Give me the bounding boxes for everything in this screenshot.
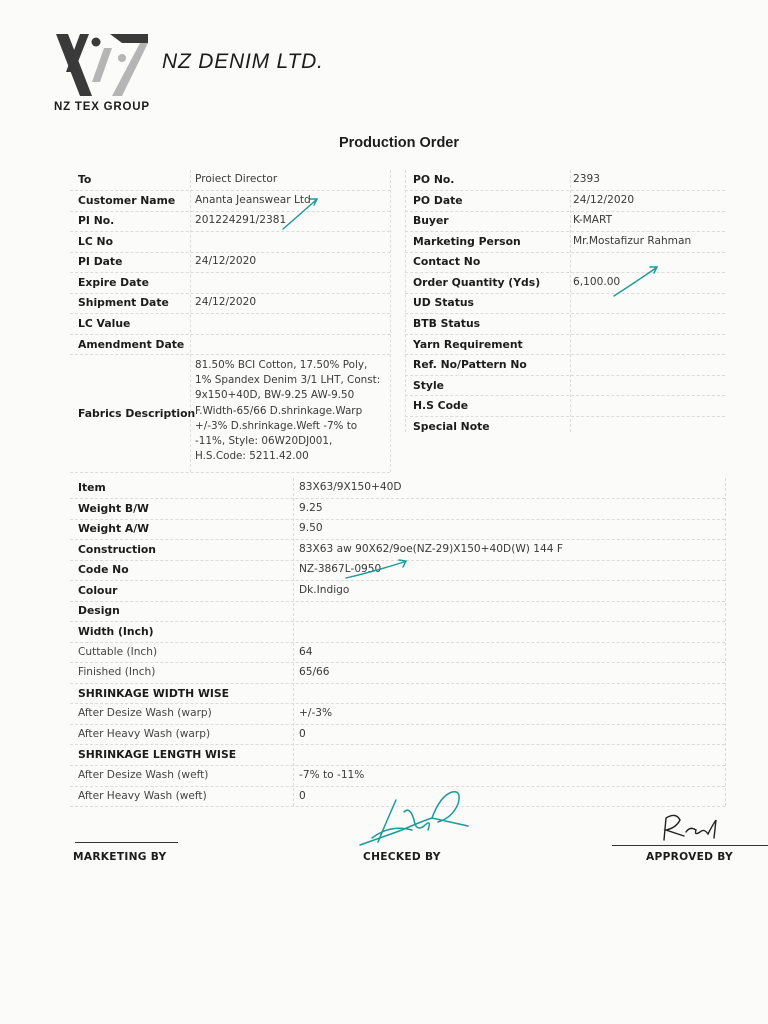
field-label: Special Note: [413, 420, 490, 433]
field-label: PI Date: [78, 255, 123, 268]
field-label: Shipment Date: [78, 296, 169, 309]
spec-label: After Desize Wash (weft): [78, 769, 209, 781]
field-label: PI No.: [78, 214, 115, 227]
spec-label: Weight B/W: [78, 502, 149, 515]
spec-label: Cuttable (Inch): [78, 646, 158, 658]
field-label: LC No: [78, 235, 114, 248]
checked-by-label: CHECKED BY: [363, 851, 441, 863]
group-name: NZ TEX GROUP: [54, 101, 150, 113]
tick-mark-icon: [346, 560, 406, 578]
document-title: Production Order: [338, 135, 460, 151]
field-label: Marketing Person: [413, 235, 521, 248]
fabric-description-value: 81.50% BCI Cotton, 17.50% Poly, 1% Spandex Denim 3/1 LHT, Const: 9x150+40D, BW-9.25 AW-9.50 F.Width-65/66 D.shrinkage.Warp +/-3% D.shrinkage.Weft -7% to -11%, Style: 06W20DJ001, H.S.Code: 5211.42.00: [195, 359, 381, 463]
spec-label: After Desize Wash (warp): [78, 707, 212, 719]
spec-label: Width (Inch): [78, 625, 154, 638]
spec-value: 65/66: [299, 666, 330, 678]
tick-mark-icon: [283, 199, 317, 229]
fabric-description-label: Fabrics Description: [78, 407, 196, 420]
field-value: Ananta Jeanswear Ltd: [195, 194, 311, 206]
field-label: Expire Date: [78, 276, 149, 289]
spec-value: -7% to -11%: [299, 769, 365, 781]
field-value: Mr.Mostafizur Rahman: [573, 235, 692, 247]
field-label: PO No.: [413, 173, 455, 186]
approved-by-label: APPROVED BY: [646, 851, 733, 863]
field-label: Order Quantity (Yds): [413, 276, 541, 289]
spec-label: Item: [78, 481, 106, 494]
field-value: 24/12/2020: [195, 296, 257, 308]
spec-value: 83X63/9X150+40D: [299, 481, 402, 493]
field-label: H.S Code: [413, 399, 469, 412]
field-label: Yarn Requirement: [413, 338, 523, 351]
spec-value: 9.50: [299, 522, 323, 534]
approved-by-signature-icon: [664, 815, 716, 840]
field-label: BTB Status: [413, 317, 481, 330]
spec-value: 0: [299, 790, 306, 802]
field-label: UD Status: [413, 296, 474, 309]
spec-section-heading: SHRINKAGE WIDTH WISE: [78, 687, 230, 700]
spec-label: Weight A/W: [78, 522, 150, 535]
field-label: Ref. No/Pattern No: [413, 358, 527, 371]
spec-value: NZ-3867L-0950: [299, 563, 382, 575]
field-label: Style: [413, 379, 444, 392]
field-label: Buyer: [413, 214, 449, 227]
spec-label: Colour: [78, 584, 118, 597]
tick-mark-icon: [614, 267, 657, 296]
field-value: 24/12/2020: [195, 255, 257, 267]
field-label: PO Date: [413, 194, 463, 207]
marketing-by-label: MARKETING BY: [73, 851, 167, 863]
spec-value: 64: [299, 646, 313, 658]
company-name: NZ DENIM LTD.: [162, 50, 324, 73]
spec-label: After Heavy Wash (weft): [78, 790, 207, 802]
field-value: 6,100.00: [573, 276, 621, 288]
field-value: 201224291/2381: [195, 214, 287, 226]
field-value: Proiect Director: [195, 173, 278, 185]
checked-by-signature-icon: [360, 792, 468, 845]
spec-label: Design: [78, 604, 120, 617]
field-label: Contact No: [413, 255, 481, 268]
spec-value: +/-3%: [299, 707, 333, 719]
spec-label: Construction: [78, 543, 156, 556]
spec-section-heading: SHRINKAGE LENGTH WISE: [78, 748, 237, 761]
field-label: LC Value: [78, 317, 131, 330]
spec-value: 9.25: [299, 502, 323, 514]
spec-label: After Heavy Wash (warp): [78, 728, 211, 740]
spec-label: Finished (Inch): [78, 666, 156, 678]
field-value: 2393: [573, 173, 600, 185]
field-value: K-MART: [573, 214, 613, 226]
spec-label: Code No: [78, 563, 129, 576]
field-label: Amendment Date: [78, 338, 185, 351]
field-value: 24/12/2020: [573, 194, 635, 206]
spec-value: 83X63 aw 90X62/9oe(NZ-29)X150+40D(W) 144 F: [299, 543, 563, 555]
spec-value: 0: [299, 728, 306, 740]
spec-value: Dk.Indigo: [299, 584, 350, 596]
field-label: To: [78, 173, 92, 186]
field-label: Customer Name: [78, 194, 176, 207]
